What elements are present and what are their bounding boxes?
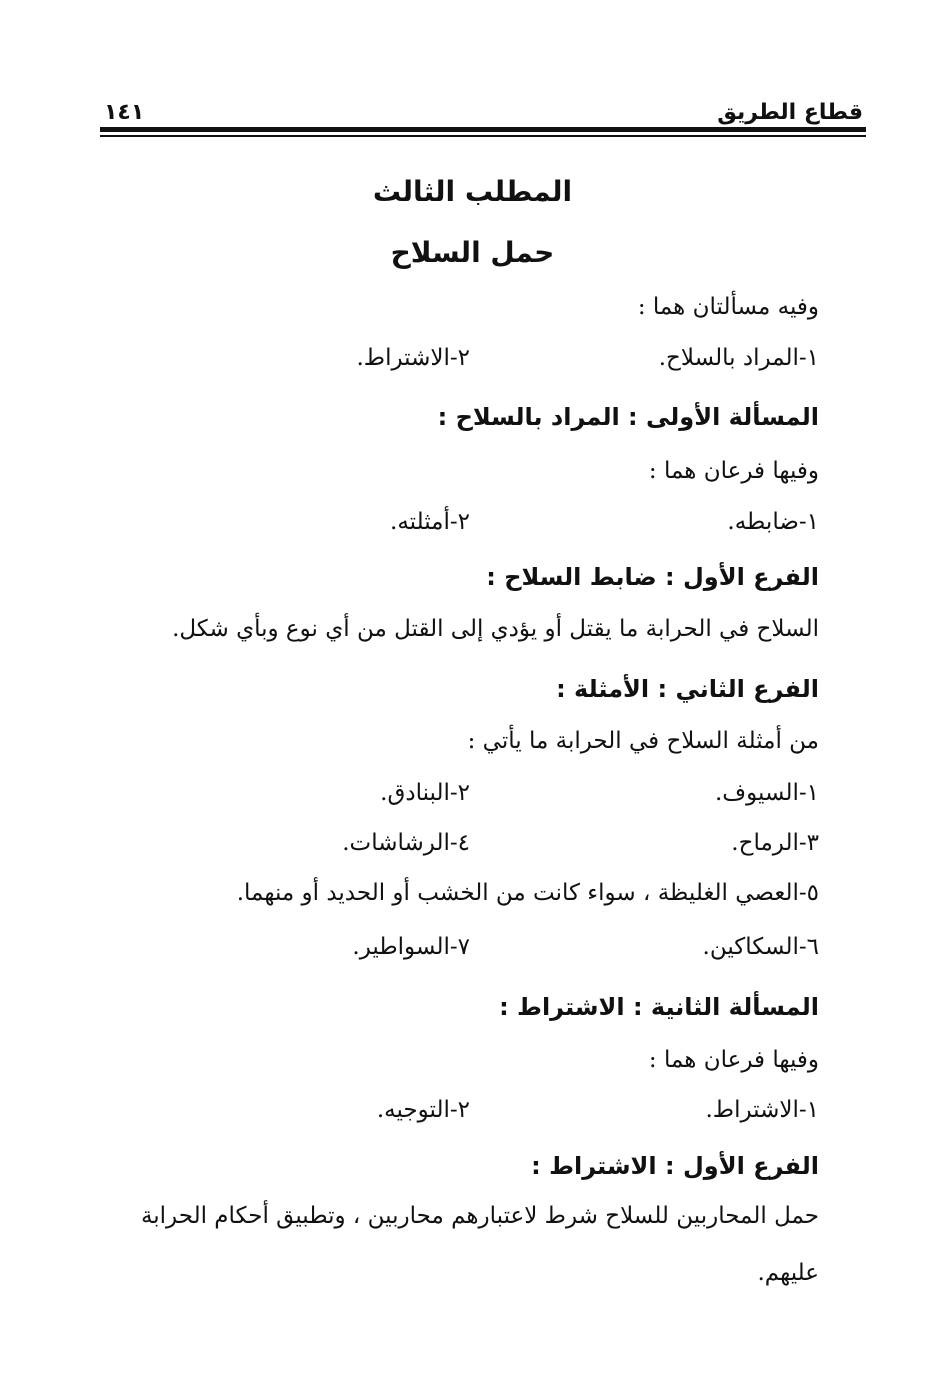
section-subtitle: حمل السلاح <box>390 236 555 269</box>
section-title: المطلب الثالث <box>372 175 573 208</box>
example-item: ٤-الرشاشات. <box>342 830 470 856</box>
intro-text: وفيه مسألتان هما : <box>637 294 819 320</box>
q2-branch1-text: حمل المحاربين للسلاح شرط لاعتبارهم محاربين ، وتطبيق أحكام الحرابة <box>140 1203 819 1229</box>
q2-item-1: ١-الاشتراط. <box>705 1097 819 1123</box>
q1-heading: المسألة الأولى : المراد بالسلاح : <box>437 403 819 431</box>
q2-branch1-text-cont: عليهم. <box>757 1260 819 1286</box>
q1-branch1-heading: الفرع الأول : ضابط السلاح : <box>486 563 819 591</box>
example-item: ٦-السكاكين. <box>702 934 819 960</box>
intro-item-2: ٢-الاشتراط. <box>356 345 470 371</box>
header-rule-thick <box>100 127 866 132</box>
example-item: ٢-البنادق. <box>380 780 470 806</box>
intro-item-1: ١-المراد بالسلاح. <box>658 345 819 371</box>
header-book-title: قطاع الطريق <box>717 100 863 125</box>
q2-heading: المسألة الثانية : الاشتراط : <box>499 993 819 1021</box>
header-page-number: ١٤١ <box>104 100 145 125</box>
q1-branch1-text: السلاح في الحرابة ما يقتل أو يؤدي إلى القتل من أي نوع وبأي شكل. <box>172 616 819 642</box>
example-item: ٧-السواطير. <box>352 934 470 960</box>
q1-branch2-intro: من أمثلة السلاح في الحرابة ما يأتي : <box>467 728 819 754</box>
q2-branch1-heading: الفرع الأول : الاشتراط : <box>531 1152 819 1180</box>
example-item: ١-السيوف. <box>714 780 819 806</box>
example-item: ٥-العصي الغليظة ، سواء كانت من الخشب أو الحديد أو منهما. <box>236 880 819 906</box>
q2-intro: وفيها فرعان هما : <box>648 1047 819 1073</box>
q1-branch2-heading: الفرع الثاني : الأمثلة : <box>556 675 819 703</box>
q2-item-2: ٢-التوجيه. <box>376 1097 470 1123</box>
q1-item-2: ٢-أمثلته. <box>390 509 470 535</box>
example-item: ٣-الرماح. <box>731 830 819 856</box>
header-rule-thin <box>100 135 866 137</box>
q1-item-1: ١-ضابطه. <box>727 509 819 535</box>
q1-intro: وفيها فرعان هما : <box>648 458 819 484</box>
